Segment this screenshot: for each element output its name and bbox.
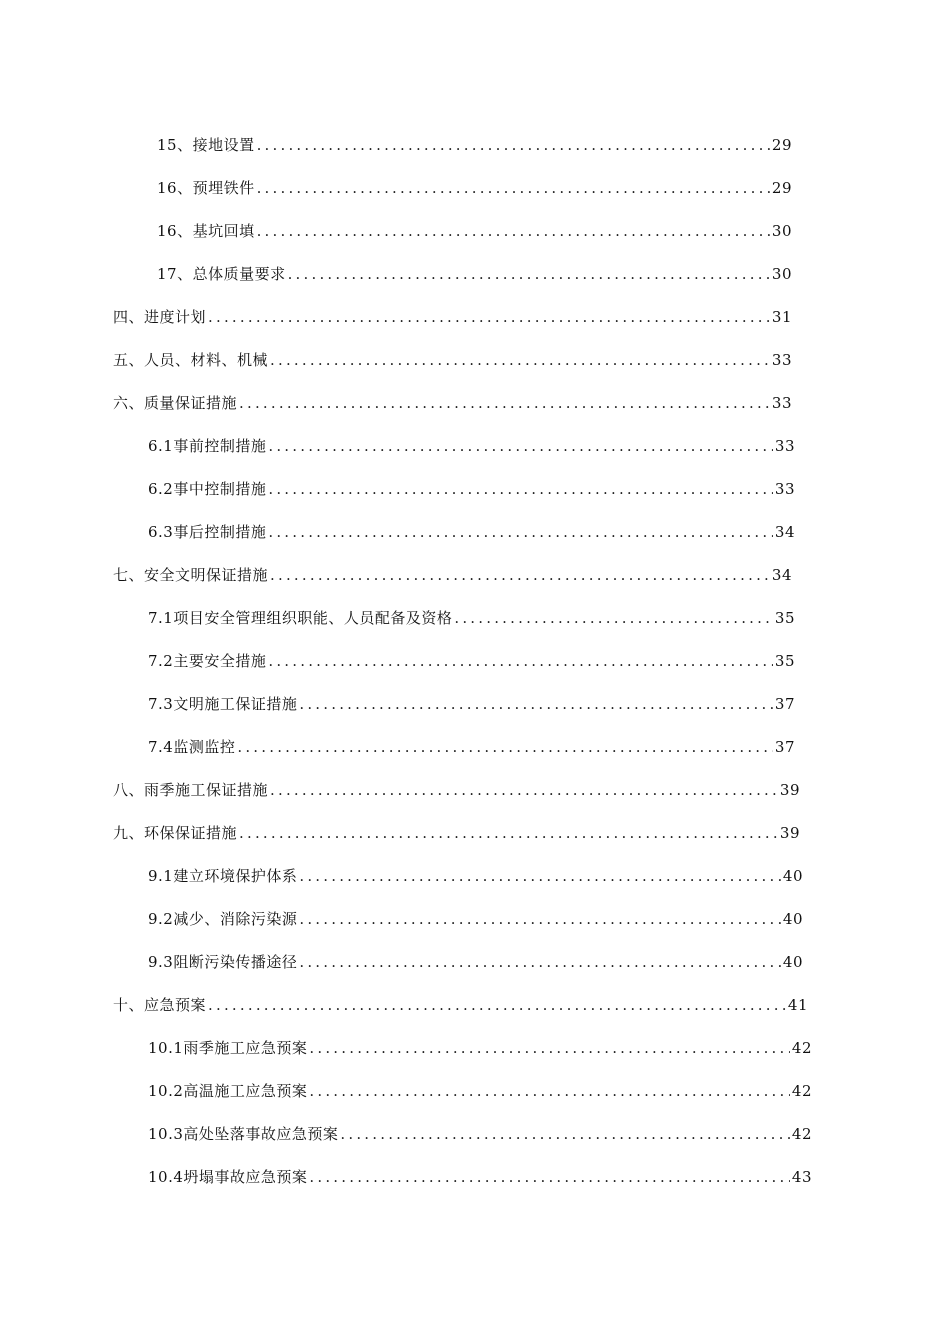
toc-dot-leader: [299, 952, 781, 972]
toc-dot-leader: [268, 479, 773, 499]
toc-entry-page: 35: [774, 652, 795, 670]
toc-dot-leader: [454, 608, 773, 628]
toc-entry-page: 30: [771, 265, 792, 283]
toc-entry-page: 42: [791, 1082, 812, 1100]
toc-entry-page: 39: [779, 781, 800, 799]
toc-entry-title: 七、安全文明保证措施: [113, 566, 269, 584]
toc-entry-title: 10.2高温施工应急预案: [148, 1082, 308, 1100]
toc-entry-title: 7.4监测监控: [148, 738, 236, 756]
toc-entry[interactable]: [148, 475, 795, 499]
toc-entry-title: 16、基坑回填: [157, 222, 255, 240]
toc-dot-leader: [257, 221, 770, 241]
toc-entry-title: 6.1事前控制措施: [148, 437, 267, 455]
toc-entry-page: 31: [771, 308, 792, 326]
toc-entry-page: 29: [771, 136, 792, 154]
toc-entry[interactable]: [113, 991, 808, 1015]
toc-entry-page: 29: [771, 179, 792, 197]
toc-entry-title: 6.3事后控制措施: [148, 523, 267, 541]
toc-entry[interactable]: [113, 561, 792, 585]
toc-entry-page: 43: [791, 1168, 812, 1186]
toc-dot-leader: [340, 1124, 790, 1144]
toc-entry-title: 五、人员、材料、机械: [113, 351, 269, 369]
toc-dot-leader: [208, 307, 770, 327]
toc-entry-page: 42: [791, 1125, 812, 1143]
toc-entry-page: 33: [774, 437, 795, 455]
toc-dot-leader: [268, 651, 773, 671]
toc-entry-page: 33: [771, 351, 792, 369]
toc-entry[interactable]: [148, 604, 795, 628]
toc-dot-leader: [257, 135, 770, 155]
toc-entry-page: 41: [787, 996, 808, 1014]
toc-entry-title: 9.3阻断污染传播途径: [148, 953, 298, 971]
toc-dot-leader: [268, 522, 773, 542]
toc-entry-title: 九、环保保证措施: [113, 824, 238, 842]
toc-entry[interactable]: [113, 303, 792, 327]
toc-entry[interactable]: [148, 432, 795, 456]
toc-entry[interactable]: [148, 862, 803, 886]
toc-entry-page: 39: [779, 824, 800, 842]
toc-entry-page: 37: [774, 695, 795, 713]
toc-entry-title: 十、应急预案: [113, 996, 207, 1014]
toc-entry-page: 40: [782, 910, 803, 928]
toc-dot-leader: [239, 823, 778, 843]
toc-entry-page: 30: [771, 222, 792, 240]
toc-dot-leader: [309, 1038, 790, 1058]
toc-entry-title: 7.3文明施工保证措施: [148, 695, 298, 713]
toc-entry[interactable]: [148, 1163, 812, 1187]
toc-dot-leader: [257, 178, 770, 198]
toc-entry-title: 6.2事中控制措施: [148, 480, 267, 498]
toc-entry[interactable]: [157, 260, 792, 284]
toc-entry[interactable]: [148, 1120, 812, 1144]
toc-dot-leader: [270, 350, 770, 370]
toc-entry-page: 35: [774, 609, 795, 627]
toc-dot-leader: [299, 909, 781, 929]
toc-entry-page: 33: [771, 394, 792, 412]
toc-entry-title: 六、质量保证措施: [113, 394, 238, 412]
toc-entry-title: 7.2主要安全措施: [148, 652, 267, 670]
toc-entry-page: 33: [774, 480, 795, 498]
toc-dot-leader: [299, 866, 781, 886]
toc-entry[interactable]: [113, 346, 792, 370]
toc-dot-leader: [239, 393, 770, 413]
toc-entry[interactable]: [157, 217, 792, 241]
toc-dot-leader: [288, 264, 770, 284]
toc-entry-title: 10.1雨季施工应急预案: [148, 1039, 308, 1057]
toc-dot-leader: [237, 737, 773, 757]
toc-dot-leader: [268, 436, 773, 456]
toc-entry-title: 17、总体质量要求: [157, 265, 286, 283]
toc-entry-title: 10.4坍塌事故应急预案: [148, 1168, 308, 1186]
toc-entry-title: 八、雨季施工保证措施: [113, 781, 269, 799]
toc-entry[interactable]: [113, 776, 800, 800]
toc-entry-page: 40: [782, 867, 803, 885]
toc-entry-page: 40: [782, 953, 803, 971]
toc-entry[interactable]: [148, 518, 795, 542]
toc-entry[interactable]: [148, 948, 803, 972]
toc-entry-title: 15、接地设置: [157, 136, 255, 154]
toc-entry[interactable]: [148, 905, 803, 929]
toc-dot-leader: [309, 1081, 790, 1101]
toc-entry-title: 16、预埋铁件: [157, 179, 255, 197]
toc-entry[interactable]: [157, 131, 792, 155]
toc-dot-leader: [309, 1167, 790, 1187]
toc-entry-title: 10.3高处坠落事故应急预案: [148, 1125, 339, 1143]
toc-entry-page: 34: [774, 523, 795, 541]
toc-dot-leader: [270, 780, 778, 800]
toc-entry-title: 9.2减少、消除污染源: [148, 910, 298, 928]
toc-dot-leader: [270, 565, 770, 585]
toc-entry[interactable]: [148, 1034, 812, 1058]
toc-entry[interactable]: [113, 819, 800, 843]
toc-entry-title: 7.1项目安全管理组织职能、人员配备及资格: [148, 609, 453, 627]
toc-entry-title: 四、进度计划: [113, 308, 207, 326]
toc-entry-title: 9.1建立环境保护体系: [148, 867, 298, 885]
toc-entry[interactable]: [148, 733, 795, 757]
toc-entry[interactable]: [157, 174, 792, 198]
toc-entry[interactable]: [148, 690, 795, 714]
toc-entry[interactable]: [113, 389, 792, 413]
toc-dot-leader: [208, 995, 786, 1015]
toc-entry[interactable]: [148, 1077, 812, 1101]
toc-entry-page: 37: [774, 738, 795, 756]
toc-entry-page: 42: [791, 1039, 812, 1057]
toc-entry[interactable]: [148, 647, 795, 671]
toc-entry-page: 34: [771, 566, 792, 584]
toc-dot-leader: [299, 694, 773, 714]
